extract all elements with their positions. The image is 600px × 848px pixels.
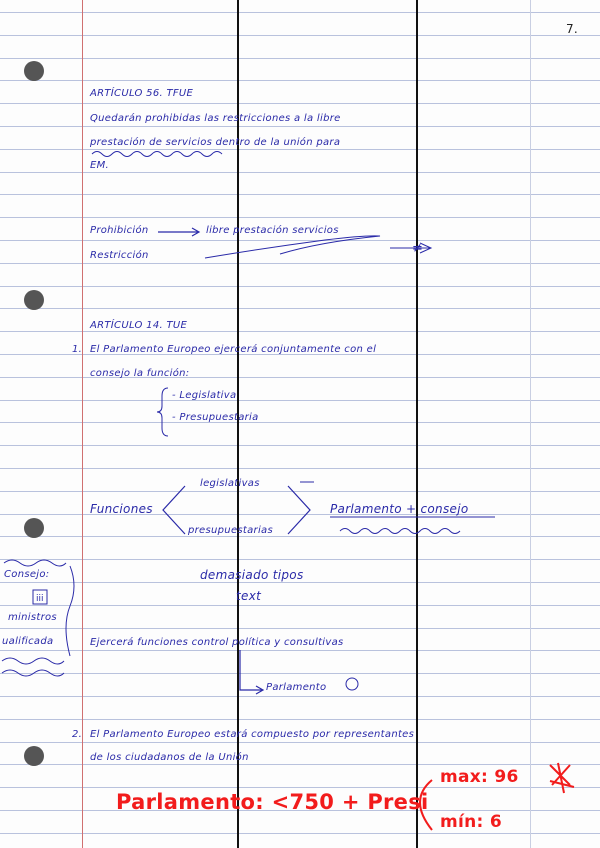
function-item-legislativa: - Legislativa (172, 390, 237, 401)
article-14-num: 1. (72, 344, 83, 355)
funciones-control-line: Ejercerá funciones control política y consultivas (90, 637, 344, 648)
restriccion-label: Restricción (90, 250, 149, 261)
left-angle-icon (163, 486, 185, 534)
center-note-line2: text (236, 589, 262, 603)
right-angle-icon (288, 486, 310, 534)
article-56-line3: EM. (90, 160, 110, 171)
red-note-max: max: 96 (440, 767, 519, 787)
margin-note-qualificada: ualificada (2, 636, 54, 647)
parlamento-consejo-label: Parlamento + consejo (330, 502, 469, 516)
article-56-line1: Quedarán prohibidas las restricciones a la libre (90, 113, 341, 124)
svg-text:iii: iii (36, 594, 44, 604)
article-56-line2: prestación de servicios dentro de la unión para (90, 137, 341, 148)
margin-note-ministros: ministros (8, 612, 57, 623)
funciones-label: Funciones (90, 502, 153, 516)
not-equal-sign: ≠ (412, 241, 424, 256)
red-scribble-icon (550, 763, 574, 793)
article-14-line1: El Parlamento Europeo ejercerá conjuntamente con el (90, 344, 377, 355)
margin-note-frame (2, 560, 74, 676)
item2-num: 2. (72, 729, 83, 740)
wavy-underline (92, 152, 222, 157)
margin-note-consejo: Consejo: (4, 569, 50, 580)
presupuestarias-label: presupuestarias (188, 525, 273, 536)
parlamento-target-label: Parlamento (266, 682, 327, 693)
item2-line2: de los ciudadanos de la Unión (90, 752, 249, 763)
wavy-underline (340, 529, 460, 534)
red-brace-icon (420, 780, 432, 830)
red-note-min: mín: 6 (440, 812, 502, 832)
libre-prestacion-label: libre prestación servicios (206, 225, 339, 236)
article-14-line2: consejo la función: (90, 368, 190, 379)
item2-line1: El Parlamento Europeo estará compuesto por representantes (90, 729, 415, 740)
legislativas-label: legislativas (200, 478, 260, 489)
scribble-arrow (205, 236, 431, 258)
brace-icon (157, 388, 168, 436)
red-note-parlamento: Parlamento: <750 + Presi (116, 790, 429, 814)
arrow-icon (240, 650, 263, 694)
arrow-icon (158, 228, 199, 236)
article-14-title: ARTÍCULO 14. TUE (90, 320, 188, 331)
article-56-title: ARTÍCULO 56. TFUE (90, 88, 194, 99)
doodle-icon (346, 678, 358, 690)
center-note-line1: demasiado tipos (200, 568, 304, 582)
prohibicion-label: Prohibición (90, 225, 149, 236)
function-item-presupuestaria: - Presupuestaria (172, 412, 259, 423)
page-number: 7. (566, 22, 579, 36)
